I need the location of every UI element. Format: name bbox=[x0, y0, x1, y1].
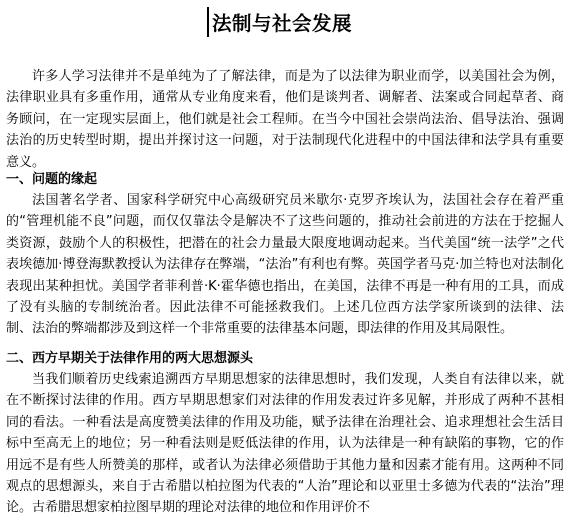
section-2-heading: 二、西方早期关于法律作用的两大思想源头 bbox=[6, 351, 254, 366]
section-1-heading: 一、问题的缘起 bbox=[6, 172, 98, 187]
section-2-paragraph: 当我们顺着历史线索追溯西方早期思想家的法律思想时，我们发现，人类自有法律以来，就在不断探讨法律的作用。西方早期思想家们对法律的作用发表过许多见解，并形成了两种不甚相同的看法。一种看法是高度赞美法律的作用及功能，赋予法律在治理社会、追求理想社会生活目标中至高无上的地位；另一种看法则是贬低法律的作用，认为法律是一种有缺陷的事物，它的作用远不是有些人所赞美的那样，或者认为法律必须借助于其他力量和因素才能有用。这两种不同观点的思想源头，来自于古希腊以柏拉图为代表的“人治”理论和以亚里士多德为代表的“法治”理论。古希腊思想家柏拉图早期的理论对法律的地位和作用评价不 bbox=[6, 372, 564, 516]
intro-paragraph: 许多人学习法律并不是单纯为了了解法律，而是为了以法律为职业而学，以美国社会为例，法律职业具有多重作用，通常从专业角度来看，他们是谈判者、调解者、法案或合同起草者、商务顾问，在一定现实层面上，他们就是社会工程师。在当今中国社会崇尚法治、倡导法治、强调法治的历史转型时期，提出并探讨这一问题，对于法制现代化进程中的中国法律和法学具有重要意义。 bbox=[6, 69, 564, 170]
text-cursor bbox=[207, 7, 209, 37]
document-title: 法制与社会发展 bbox=[212, 12, 353, 35]
section-1-paragraph: 法国著名学者、国家科学研究中心高级研究员米歇尔·克罗齐埃认为，法国社会存在着严重的“管理机能不良”问题，而仅仅靠法令是解决不了这些问题的，推动社会前进的方法在于挖掘人类资源，鼓励个人的积极性，把潜在的社会力量最大限度地调动起来。当代美国“统一法学”之代表埃德加·博登海默教授认为法律存在弊端，“法治”有利也有弊。英国学者马克·加兰特也对法制化表现出某种担忧。美国学者菲利普·K·霍华德也指出，在美国，法律不再是一种有用的工具，而成了没有头脑的专制统治者。因此法律不可能拯救我们。上述几位西方法学家所谈到的法律、法制、法治的弊端都涉及到这样一个非常重要的法律基本问题，即法律的作用及其局限性。 bbox=[6, 193, 564, 337]
